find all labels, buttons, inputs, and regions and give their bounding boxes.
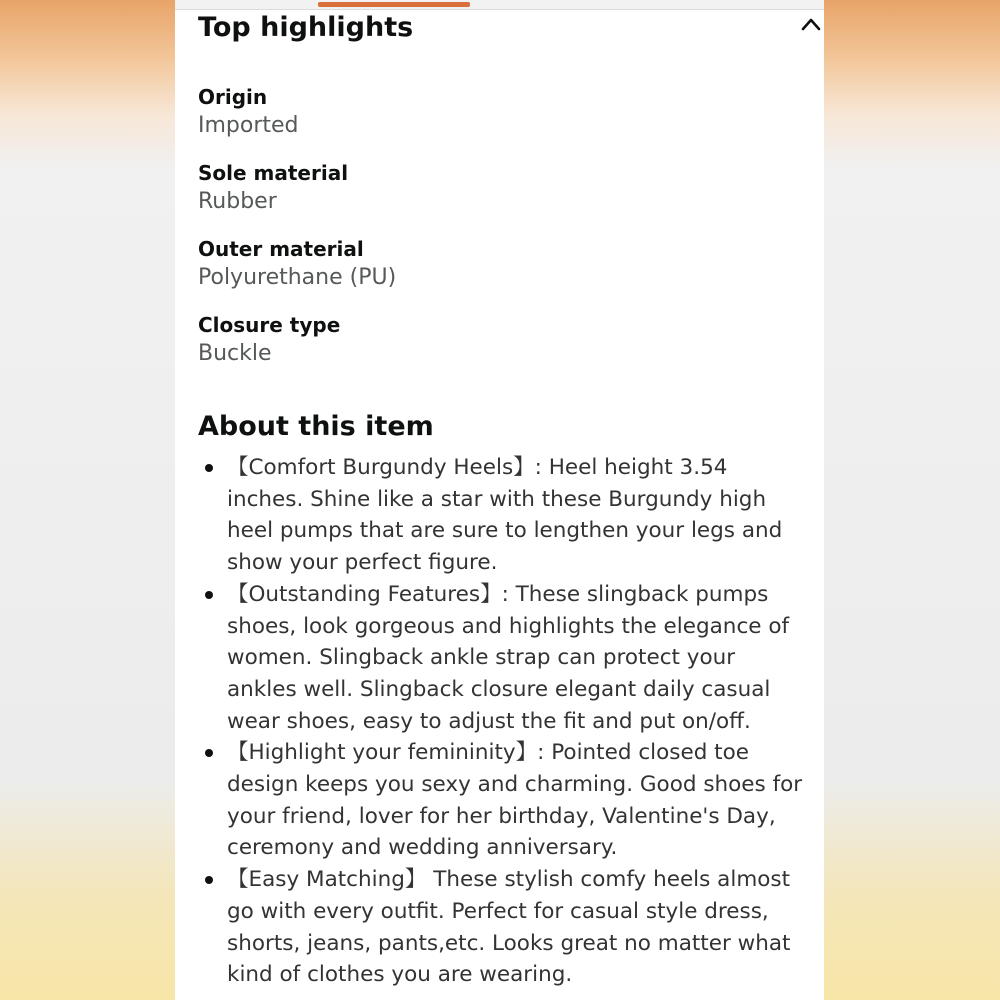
bullet-comfort-heels: 【Comfort Burgundy Heels】: Heel height 3.54 inches. Shine like a star with these Burgundy high heel pumps that are sure to lengthen your legs and show your perfect figure. [198, 452, 808, 579]
attribute-label-sole-material: Sole material [198, 161, 349, 185]
top-highlights-title: Top highlights [198, 12, 414, 43]
bullet-outstanding-features: 【Outstanding Features】: These slingback pumps shoes, look gorgeous and highlights the elegance of women. Slingback ankle strap can protect your ankles well. Slingback closure elegant daily casual wear shoes, easy to adjust the fit and put on/off. [198, 579, 808, 738]
attribute-value-outer-material: Polyurethane (PU) [198, 265, 397, 290]
bullet-easy-matching: 【Easy Matching】 These stylish comfy heels almost go with every outfit. Perfect for casual style dress, shorts, jeans, pants,etc. Looks great no matter what kind of clothes you are wearing. [198, 864, 808, 991]
attribute-value-origin: Imported [198, 113, 299, 138]
about-bullet-list [198, 452, 808, 991]
attribute-label-closure-type: Closure type [198, 313, 341, 337]
attribute-label-origin: Origin [198, 85, 268, 109]
tab-strip [175, 0, 824, 10]
background-left-blur [0, 0, 175, 1000]
attribute-value-closure-type: Buckle [198, 341, 272, 366]
bullet-highlight-femininity: 【Highlight your femininity】: Pointed closed toe design keeps you sexy and charming. Good shoes for your friend, lover for her birthday, Valentine's Day, ceremony and wedding anniversary. [198, 737, 808, 864]
background-right-blur [824, 0, 1000, 1000]
product-details-card [175, 0, 824, 1000]
active-tab-indicator [318, 2, 470, 7]
about-this-item-title: About this item [198, 411, 434, 442]
attribute-label-outer-material: Outer material [198, 237, 364, 261]
attribute-value-sole-material: Rubber [198, 189, 277, 214]
chevron-up-icon[interactable] [801, 17, 821, 31]
